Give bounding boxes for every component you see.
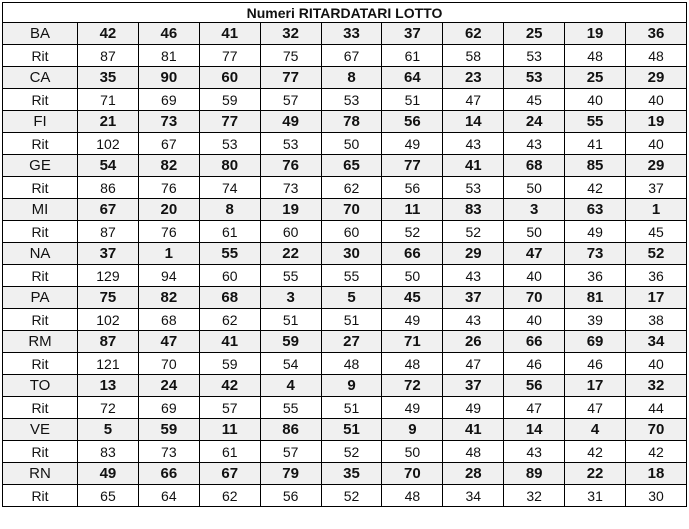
- number-cell: 70: [321, 199, 382, 221]
- delay-cell: 53: [443, 177, 504, 199]
- wheel-numbers-row: [3, 243, 687, 265]
- delay-cell: 42: [626, 441, 687, 463]
- delay-cell: 55: [321, 265, 382, 287]
- number-cell: 55: [565, 111, 626, 133]
- delay-label: Rit: [3, 45, 78, 67]
- delay-cell: 65: [78, 485, 139, 507]
- number-cell: 11: [382, 199, 443, 221]
- delay-cell: 39: [565, 309, 626, 331]
- delay-cell: 48: [321, 353, 382, 375]
- wheel-label: TO: [3, 375, 78, 397]
- delay-cell: 52: [321, 485, 382, 507]
- number-cell: 75: [78, 287, 139, 309]
- delay-cell: 30: [626, 485, 687, 507]
- delay-cell: 61: [382, 45, 443, 67]
- delay-label: Rit: [3, 441, 78, 463]
- delay-cell: 57: [199, 397, 260, 419]
- delay-label: Rit: [3, 133, 78, 155]
- number-cell: 13: [78, 375, 139, 397]
- number-cell: 19: [626, 111, 687, 133]
- wheel-numbers-row: [3, 23, 687, 45]
- number-cell: 35: [78, 67, 139, 89]
- number-cell: 32: [626, 375, 687, 397]
- delay-cell: 43: [504, 441, 565, 463]
- delay-cell: 50: [382, 441, 443, 463]
- delay-cell: 86: [78, 177, 139, 199]
- number-cell: 53: [504, 67, 565, 89]
- delay-cell: 45: [626, 221, 687, 243]
- number-cell: 64: [382, 67, 443, 89]
- delay-cell: 60: [199, 265, 260, 287]
- number-cell: 29: [626, 67, 687, 89]
- wheel-label: PA: [3, 287, 78, 309]
- number-cell: 85: [565, 155, 626, 177]
- delay-label: Rit: [3, 309, 78, 331]
- delay-cell: 40: [626, 353, 687, 375]
- delay-cell: 129: [78, 265, 139, 287]
- number-cell: 22: [565, 463, 626, 485]
- number-cell: 78: [321, 111, 382, 133]
- delay-cell: 55: [260, 397, 321, 419]
- delay-label: Rit: [3, 265, 78, 287]
- delay-cell: 53: [321, 89, 382, 111]
- delay-cell: 87: [78, 221, 139, 243]
- number-cell: 22: [260, 243, 321, 265]
- number-cell: 66: [504, 331, 565, 353]
- number-cell: 77: [260, 67, 321, 89]
- delay-label: Rit: [3, 485, 78, 507]
- delay-cell: 52: [443, 221, 504, 243]
- number-cell: 37: [443, 375, 504, 397]
- number-cell: 17: [626, 287, 687, 309]
- number-cell: 81: [565, 287, 626, 309]
- wheel-numbers-row: [3, 463, 687, 485]
- delay-cell: 48: [626, 45, 687, 67]
- number-cell: 60: [199, 67, 260, 89]
- number-cell: 56: [504, 375, 565, 397]
- number-cell: 86: [260, 419, 321, 441]
- delay-cell: 52: [382, 221, 443, 243]
- wheel-label: CA: [3, 67, 78, 89]
- number-cell: 47: [138, 331, 199, 353]
- number-cell: 24: [504, 111, 565, 133]
- delay-cell: 37: [626, 177, 687, 199]
- number-cell: 1: [138, 243, 199, 265]
- delay-row: [3, 265, 687, 287]
- delay-cell: 58: [443, 45, 504, 67]
- number-cell: 73: [565, 243, 626, 265]
- number-cell: 24: [138, 375, 199, 397]
- delay-cell: 73: [260, 177, 321, 199]
- number-cell: 4: [565, 419, 626, 441]
- delay-row: [3, 441, 687, 463]
- delay-cell: 76: [138, 221, 199, 243]
- number-cell: 41: [443, 419, 504, 441]
- delay-cell: 43: [443, 265, 504, 287]
- number-cell: 3: [504, 199, 565, 221]
- number-cell: 5: [78, 419, 139, 441]
- delay-cell: 54: [260, 353, 321, 375]
- number-cell: 4: [260, 375, 321, 397]
- wheel-label: FI: [3, 111, 78, 133]
- delay-cell: 40: [504, 309, 565, 331]
- number-cell: 82: [138, 155, 199, 177]
- delay-cell: 60: [321, 221, 382, 243]
- delay-cell: 69: [138, 89, 199, 111]
- number-cell: 82: [138, 287, 199, 309]
- delay-cell: 64: [138, 485, 199, 507]
- number-cell: 46: [138, 23, 199, 45]
- delay-label: Rit: [3, 89, 78, 111]
- number-cell: 34: [626, 331, 687, 353]
- delay-cell: 52: [321, 441, 382, 463]
- delay-cell: 59: [199, 353, 260, 375]
- delay-cell: 45: [504, 89, 565, 111]
- delay-cell: 43: [443, 133, 504, 155]
- delay-row: [3, 89, 687, 111]
- delay-cell: 60: [260, 221, 321, 243]
- delay-cell: 50: [382, 265, 443, 287]
- delay-cell: 51: [382, 89, 443, 111]
- delay-cell: 62: [199, 309, 260, 331]
- delay-cell: 81: [138, 45, 199, 67]
- delay-cell: 62: [321, 177, 382, 199]
- wheel-label: RN: [3, 463, 78, 485]
- delay-cell: 49: [443, 397, 504, 419]
- delay-cell: 41: [565, 133, 626, 155]
- number-cell: 19: [565, 23, 626, 45]
- delay-cell: 50: [504, 177, 565, 199]
- wheel-label: BA: [3, 23, 78, 45]
- delay-row: [3, 485, 687, 507]
- delay-cell: 40: [626, 133, 687, 155]
- delay-cell: 72: [78, 397, 139, 419]
- number-cell: 30: [321, 243, 382, 265]
- number-cell: 87: [78, 331, 139, 353]
- delay-cell: 73: [138, 441, 199, 463]
- delay-cell: 50: [504, 221, 565, 243]
- wheel-label: MI: [3, 199, 78, 221]
- number-cell: 70: [626, 419, 687, 441]
- delay-cell: 71: [78, 89, 139, 111]
- number-cell: 70: [504, 287, 565, 309]
- number-cell: 1: [626, 199, 687, 221]
- number-cell: 67: [78, 199, 139, 221]
- delay-cell: 55: [260, 265, 321, 287]
- delay-cell: 53: [260, 133, 321, 155]
- wheel-numbers-row: [3, 287, 687, 309]
- wheel-numbers-row: [3, 331, 687, 353]
- number-cell: 69: [565, 331, 626, 353]
- number-cell: 51: [321, 419, 382, 441]
- delay-cell: 56: [382, 177, 443, 199]
- delay-cell: 44: [626, 397, 687, 419]
- wheel-numbers-row: [3, 199, 687, 221]
- lotto-table-container: [2, 2, 687, 507]
- wheel-numbers-row: [3, 111, 687, 133]
- wheel-numbers-row: [3, 419, 687, 441]
- delay-cell: 49: [382, 397, 443, 419]
- delay-label: Rit: [3, 397, 78, 419]
- number-cell: 42: [78, 23, 139, 45]
- number-cell: 20: [138, 199, 199, 221]
- delay-cell: 53: [199, 133, 260, 155]
- delay-cell: 102: [78, 133, 139, 155]
- delay-cell: 51: [321, 397, 382, 419]
- delay-cell: 102: [78, 309, 139, 331]
- wheel-label: GE: [3, 155, 78, 177]
- number-cell: 76: [260, 155, 321, 177]
- number-cell: 9: [321, 375, 382, 397]
- delay-cell: 68: [138, 309, 199, 331]
- delay-cell: 51: [260, 309, 321, 331]
- delay-cell: 61: [199, 441, 260, 463]
- number-cell: 32: [260, 23, 321, 45]
- number-cell: 37: [443, 287, 504, 309]
- delay-row: [3, 353, 687, 375]
- lotto-late-numbers-table: [2, 2, 687, 507]
- number-cell: 33: [321, 23, 382, 45]
- delay-cell: 87: [78, 45, 139, 67]
- wheel-numbers-row: [3, 155, 687, 177]
- number-cell: 29: [626, 155, 687, 177]
- delay-cell: 42: [565, 177, 626, 199]
- number-cell: 14: [443, 111, 504, 133]
- number-cell: 14: [504, 419, 565, 441]
- number-cell: 23: [443, 67, 504, 89]
- delay-cell: 61: [199, 221, 260, 243]
- number-cell: 68: [199, 287, 260, 309]
- number-cell: 77: [199, 111, 260, 133]
- number-cell: 41: [443, 155, 504, 177]
- delay-cell: 49: [382, 309, 443, 331]
- number-cell: 36: [626, 23, 687, 45]
- delay-label: Rit: [3, 177, 78, 199]
- delay-cell: 43: [504, 133, 565, 155]
- delay-row: [3, 397, 687, 419]
- delay-cell: 121: [78, 353, 139, 375]
- number-cell: 79: [260, 463, 321, 485]
- number-cell: 59: [138, 419, 199, 441]
- delay-label: Rit: [3, 353, 78, 375]
- number-cell: 41: [199, 23, 260, 45]
- number-cell: 21: [78, 111, 139, 133]
- delay-cell: 94: [138, 265, 199, 287]
- delay-cell: 77: [199, 45, 260, 67]
- delay-cell: 67: [138, 133, 199, 155]
- delay-cell: 67: [321, 45, 382, 67]
- number-cell: 17: [565, 375, 626, 397]
- delay-cell: 57: [260, 89, 321, 111]
- delay-cell: 40: [565, 89, 626, 111]
- number-cell: 5: [321, 287, 382, 309]
- number-cell: 66: [382, 243, 443, 265]
- delay-cell: 47: [443, 353, 504, 375]
- delay-cell: 31: [565, 485, 626, 507]
- number-cell: 54: [78, 155, 139, 177]
- number-cell: 35: [321, 463, 382, 485]
- wheel-numbers-row: [3, 67, 687, 89]
- delay-cell: 43: [443, 309, 504, 331]
- delay-cell: 49: [565, 221, 626, 243]
- number-cell: 28: [443, 463, 504, 485]
- delay-cell: 53: [504, 45, 565, 67]
- number-cell: 37: [382, 23, 443, 45]
- number-cell: 49: [78, 463, 139, 485]
- wheel-numbers-row: [3, 375, 687, 397]
- number-cell: 83: [443, 199, 504, 221]
- delay-cell: 83: [78, 441, 139, 463]
- number-cell: 55: [199, 243, 260, 265]
- delay-cell: 56: [260, 485, 321, 507]
- delay-cell: 32: [504, 485, 565, 507]
- number-cell: 41: [199, 331, 260, 353]
- number-cell: 66: [138, 463, 199, 485]
- delay-cell: 75: [260, 45, 321, 67]
- number-cell: 47: [504, 243, 565, 265]
- number-cell: 27: [321, 331, 382, 353]
- number-cell: 56: [382, 111, 443, 133]
- number-cell: 63: [565, 199, 626, 221]
- number-cell: 77: [382, 155, 443, 177]
- number-cell: 3: [260, 287, 321, 309]
- delay-cell: 59: [199, 89, 260, 111]
- number-cell: 25: [504, 23, 565, 45]
- delay-cell: 74: [199, 177, 260, 199]
- number-cell: 49: [260, 111, 321, 133]
- delay-row: [3, 177, 687, 199]
- number-cell: 37: [78, 243, 139, 265]
- delay-cell: 48: [382, 485, 443, 507]
- delay-cell: 46: [504, 353, 565, 375]
- delay-cell: 40: [504, 265, 565, 287]
- delay-cell: 62: [199, 485, 260, 507]
- number-cell: 8: [321, 67, 382, 89]
- delay-cell: 34: [443, 485, 504, 507]
- number-cell: 8: [199, 199, 260, 221]
- delay-row: [3, 45, 687, 67]
- table-body: [3, 23, 687, 507]
- delay-cell: 57: [260, 441, 321, 463]
- delay-cell: 46: [565, 353, 626, 375]
- delay-cell: 49: [382, 133, 443, 155]
- delay-cell: 50: [321, 133, 382, 155]
- number-cell: 59: [260, 331, 321, 353]
- wheel-label: VE: [3, 419, 78, 441]
- number-cell: 19: [260, 199, 321, 221]
- delay-cell: 70: [138, 353, 199, 375]
- delay-cell: 47: [443, 89, 504, 111]
- number-cell: 70: [382, 463, 443, 485]
- wheel-label: NA: [3, 243, 78, 265]
- delay-row: [3, 309, 687, 331]
- delay-row: [3, 221, 687, 243]
- number-cell: 25: [565, 67, 626, 89]
- delay-cell: 42: [565, 441, 626, 463]
- number-cell: 9: [382, 419, 443, 441]
- table-title: Numeri RITARDATARI LOTTO: [3, 3, 687, 23]
- number-cell: 71: [382, 331, 443, 353]
- delay-cell: 48: [443, 441, 504, 463]
- number-cell: 45: [382, 287, 443, 309]
- delay-cell: 47: [565, 397, 626, 419]
- number-cell: 42: [199, 375, 260, 397]
- delay-cell: 69: [138, 397, 199, 419]
- number-cell: 65: [321, 155, 382, 177]
- delay-cell: 48: [565, 45, 626, 67]
- wheel-label: RM: [3, 331, 78, 353]
- number-cell: 29: [443, 243, 504, 265]
- number-cell: 11: [199, 419, 260, 441]
- delay-cell: 36: [626, 265, 687, 287]
- number-cell: 62: [443, 23, 504, 45]
- number-cell: 89: [504, 463, 565, 485]
- number-cell: 80: [199, 155, 260, 177]
- delay-row: [3, 133, 687, 155]
- delay-cell: 47: [504, 397, 565, 419]
- number-cell: 67: [199, 463, 260, 485]
- number-cell: 72: [382, 375, 443, 397]
- delay-cell: 40: [626, 89, 687, 111]
- delay-cell: 36: [565, 265, 626, 287]
- delay-cell: 51: [321, 309, 382, 331]
- number-cell: 18: [626, 463, 687, 485]
- delay-cell: 38: [626, 309, 687, 331]
- number-cell: 26: [443, 331, 504, 353]
- delay-label: Rit: [3, 221, 78, 243]
- number-cell: 52: [626, 243, 687, 265]
- number-cell: 68: [504, 155, 565, 177]
- number-cell: 90: [138, 67, 199, 89]
- number-cell: 73: [138, 111, 199, 133]
- delay-cell: 48: [382, 353, 443, 375]
- delay-cell: 76: [138, 177, 199, 199]
